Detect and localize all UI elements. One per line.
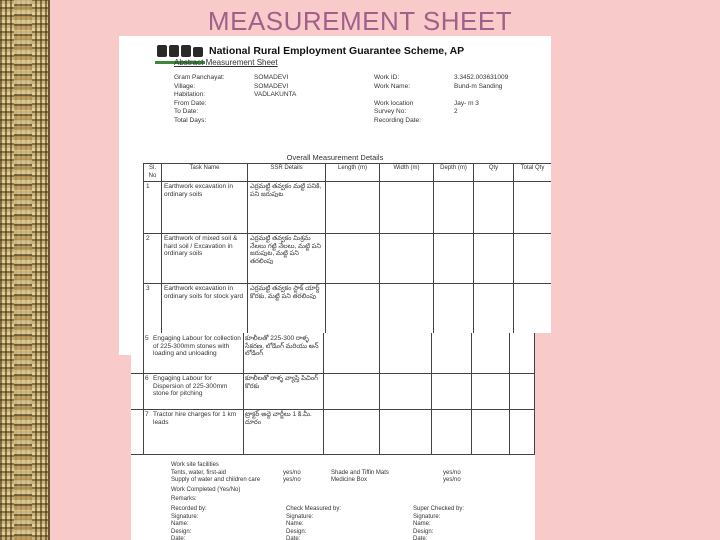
slide-title: MEASUREMENT SHEET <box>207 6 513 36</box>
info-right-values: 3.3452.003631009 Bund-m Sanding Jay- m 3 2 <box>454 74 509 116</box>
header-sl-no: Sl. No <box>144 164 162 182</box>
info-left-labels: Gram Panchayat: Village: Habitation: From Date: To Date: Total Days: <box>174 74 225 124</box>
header-total-qty: Total Qty <box>514 164 552 182</box>
measurement-sheet-continuation: 5 Engaging Labour for collection of 225-300mm stones with loading and unloading కూలీలతో 225-300 రాళ్ళ సేకరణ, లోడింగ్ మరియు అన్ లోడింగ్ 6 Engaging Labour for Dispersion of 225-300mm stone for pitching కూలీలతో రాళ్ళ వ్యాప్తి పిచింగ్ కొరకు 7 Tractor hire charges for 1 km leads ట్రాక్టర్ అద్దె చార్జీలు 1 కి.మీ. దూరం Work site facilities Tents, water, first-aid Supply of water and children care yes/no yes/no Shade and Tiffin Mats Medicine Box yes/no yes/no Work Completed (Yes/No) Remarks: Recorded by: Signature: Name: Design: Date: Check Measured by: Signature: Name: Design: Date: Super Checked by: Signature: Name: Design: Date: <box>131 333 535 540</box>
table-row-detail: కూలీలతో 225-300 రాళ్ళ సేకరణ, లోడింగ్ మరియు అన్ లోడింగ్ <box>245 335 319 358</box>
table-row: 2 Earthwork of mixed soil & hard soil / Excavation in ordinary soils ఎర్రమట్టి తవ్వకం మిశ్రమ నేలలు గట్టి నేలలు, మట్టి పని జరుపుట, మట్టి పని తరలింపు <box>144 234 552 284</box>
overall-measurement-heading: Overall Measurement Details <box>286 153 384 162</box>
recorded-by-block: Recorded by: Signature: Name: Design: Date: <box>171 506 207 540</box>
table-row-no: 7 <box>145 411 149 418</box>
table-row-detail: ట్రాక్టర్ అద్దె చార్జీలు 1 కి.మీ. దూరం <box>245 411 312 426</box>
check-measured-by-block: Check Measured by: Signature: Name: Design: Date: <box>286 506 342 540</box>
table-row-detail: కూలీలతో రాళ్ళ వ్యాప్తి పిచింగ్ కొరకు <box>245 375 318 390</box>
super-checked-by-block: Super Checked by: Signature: Name: Design: Date: <box>413 506 465 540</box>
measurement-sheet-document <box>119 36 551 333</box>
header-ssr-details: SSR Details <box>248 164 326 182</box>
work-info-block <box>174 74 539 132</box>
decorative-border <box>0 0 50 540</box>
scheme-name: National Rural Employment Guarantee Scheme, AP <box>209 45 465 57</box>
table-row-no: 5 <box>145 335 149 342</box>
work-facilities-label: Work site facilities <box>171 462 219 468</box>
info-right-labels: Work ID: Work Name: Work location Survey No: Recording Date: <box>374 74 421 124</box>
header-task-name: Task Name <box>162 164 248 182</box>
header-width: Width (m) <box>380 164 434 182</box>
header-length: Length (m) <box>326 164 380 182</box>
header-qty: Qty <box>474 164 514 182</box>
table-row: 3 Earthwork excavation in ordinary soils for stock yard ఎర్రమట్టి తవ్వకం స్టాక్ యార్డ్ కొరకు, మట్టి పని తరలింపు <box>144 284 552 333</box>
table-row: 1 Earthwork excavation in ordinary soils ఎర్రమట్టి తవ్వకం మట్టి పనికి, పని జరుపుట <box>144 182 552 234</box>
table-row-no: 6 <box>145 375 149 382</box>
abstract-title: Abstract Measurement Sheet <box>174 58 278 67</box>
work-completed-label: Work Completed (Yes/No) <box>171 487 241 493</box>
sheet-gap <box>119 333 131 355</box>
table-row-task: Engaging Labour for collection of 225-300mm stones with loading and unloading <box>153 335 241 358</box>
remarks-label: Remarks: <box>171 496 197 502</box>
table-header-row <box>144 164 552 182</box>
info-left-values: SOMADEVI SOMADEVI VADLAKUNTA <box>254 74 297 99</box>
table-row-task: Engaging Labour for Dispersion of 225-300mm stone for pitching <box>153 375 228 398</box>
measurement-table-continued <box>131 333 535 455</box>
table-row-task: Tractor hire charges for 1 km leads <box>153 411 237 426</box>
measurement-table <box>143 163 551 333</box>
header-depth: Depth (m) <box>434 164 474 182</box>
